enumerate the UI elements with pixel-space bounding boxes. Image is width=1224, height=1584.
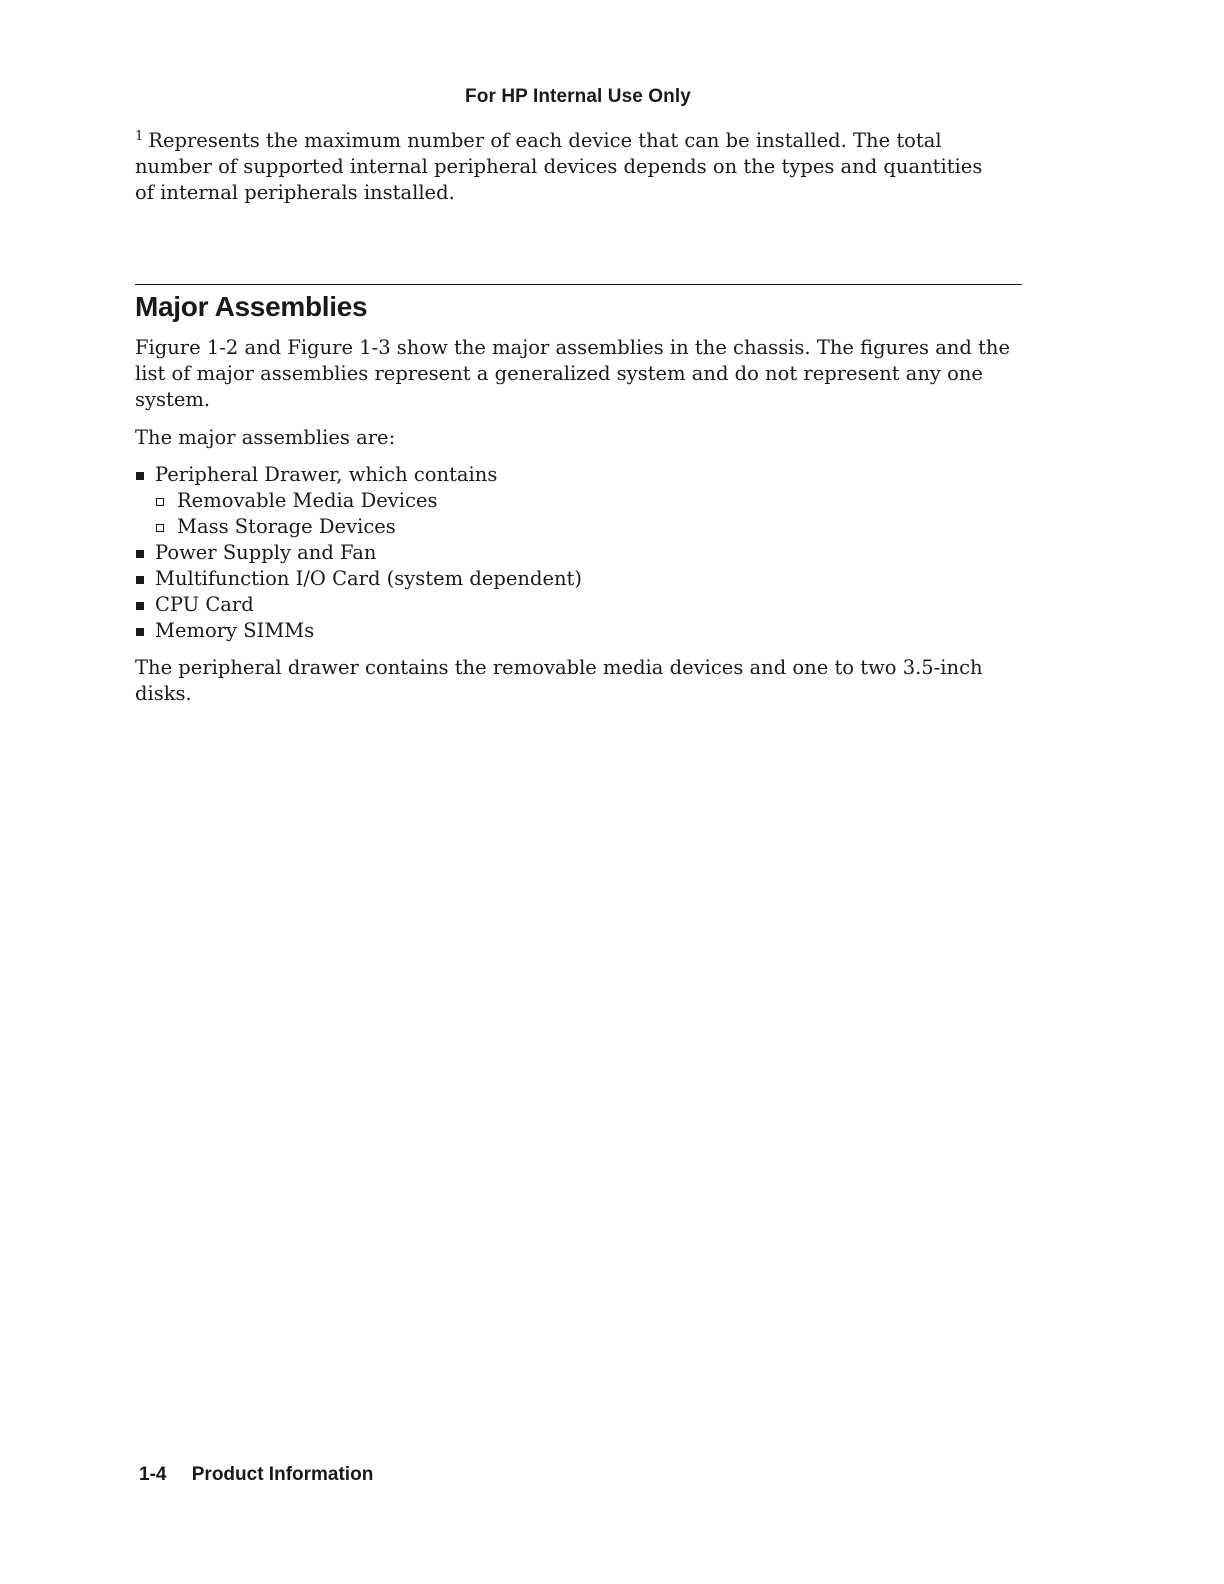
sub-list <box>155 488 1025 540</box>
section-divider <box>135 284 1022 285</box>
list-item <box>135 462 1025 540</box>
section-closing: The peripheral drawer contains the removable media devices and one to two 3.5-inch disks. <box>135 656 983 705</box>
filled-square-bullet-icon <box>136 472 144 480</box>
hollow-square-bullet-icon <box>156 524 164 532</box>
sub-list-item-label: Mass Storage Devices <box>177 515 396 538</box>
footnote <box>135 128 995 206</box>
list-item <box>135 592 1025 618</box>
list-item-label: Memory SIMMs <box>155 619 315 642</box>
footnote-text: Represents the maximum number of each device that can be installed. The total number of supported internal peripheral devices depends on the types and quantities of internal peripherals installed. <box>135 129 983 204</box>
page-number: 1-4 <box>139 1464 167 1485</box>
section-lead: The major assemblies are: <box>135 426 396 449</box>
sub-list-item <box>155 488 1025 514</box>
list-item-label: Multifunction I/O Card (system dependent) <box>155 567 583 590</box>
filled-square-bullet-icon <box>136 550 144 558</box>
list-item <box>135 618 1025 644</box>
list-item-label: CPU Card <box>155 593 254 616</box>
list-item <box>135 566 1025 592</box>
list-item-label: Power Supply and Fan <box>155 541 377 564</box>
section-intro: Figure 1-2 and Figure 1-3 show the major assemblies in the chassis. The figures and the list of major assemblies represent a generalized system and do not represent any one system. <box>135 336 1011 411</box>
page-header: For HP Internal Use Only <box>465 86 691 107</box>
page-footer <box>139 1464 373 1486</box>
footnote-marker: 1 <box>135 129 144 144</box>
assemblies-list <box>135 462 1025 644</box>
section-title: Major Assemblies <box>135 291 368 322</box>
filled-square-bullet-icon <box>136 628 144 636</box>
list-item <box>135 540 1025 566</box>
hollow-square-bullet-icon <box>156 498 164 506</box>
page-content <box>135 128 1025 707</box>
sub-list-item <box>155 514 1025 540</box>
list-item-label: Peripheral Drawer, which contains <box>155 463 498 486</box>
filled-square-bullet-icon <box>136 602 144 610</box>
filled-square-bullet-icon <box>136 576 144 584</box>
chapter-title: Product Information <box>191 1464 374 1485</box>
sub-list-item-label: Removable Media Devices <box>177 489 438 512</box>
